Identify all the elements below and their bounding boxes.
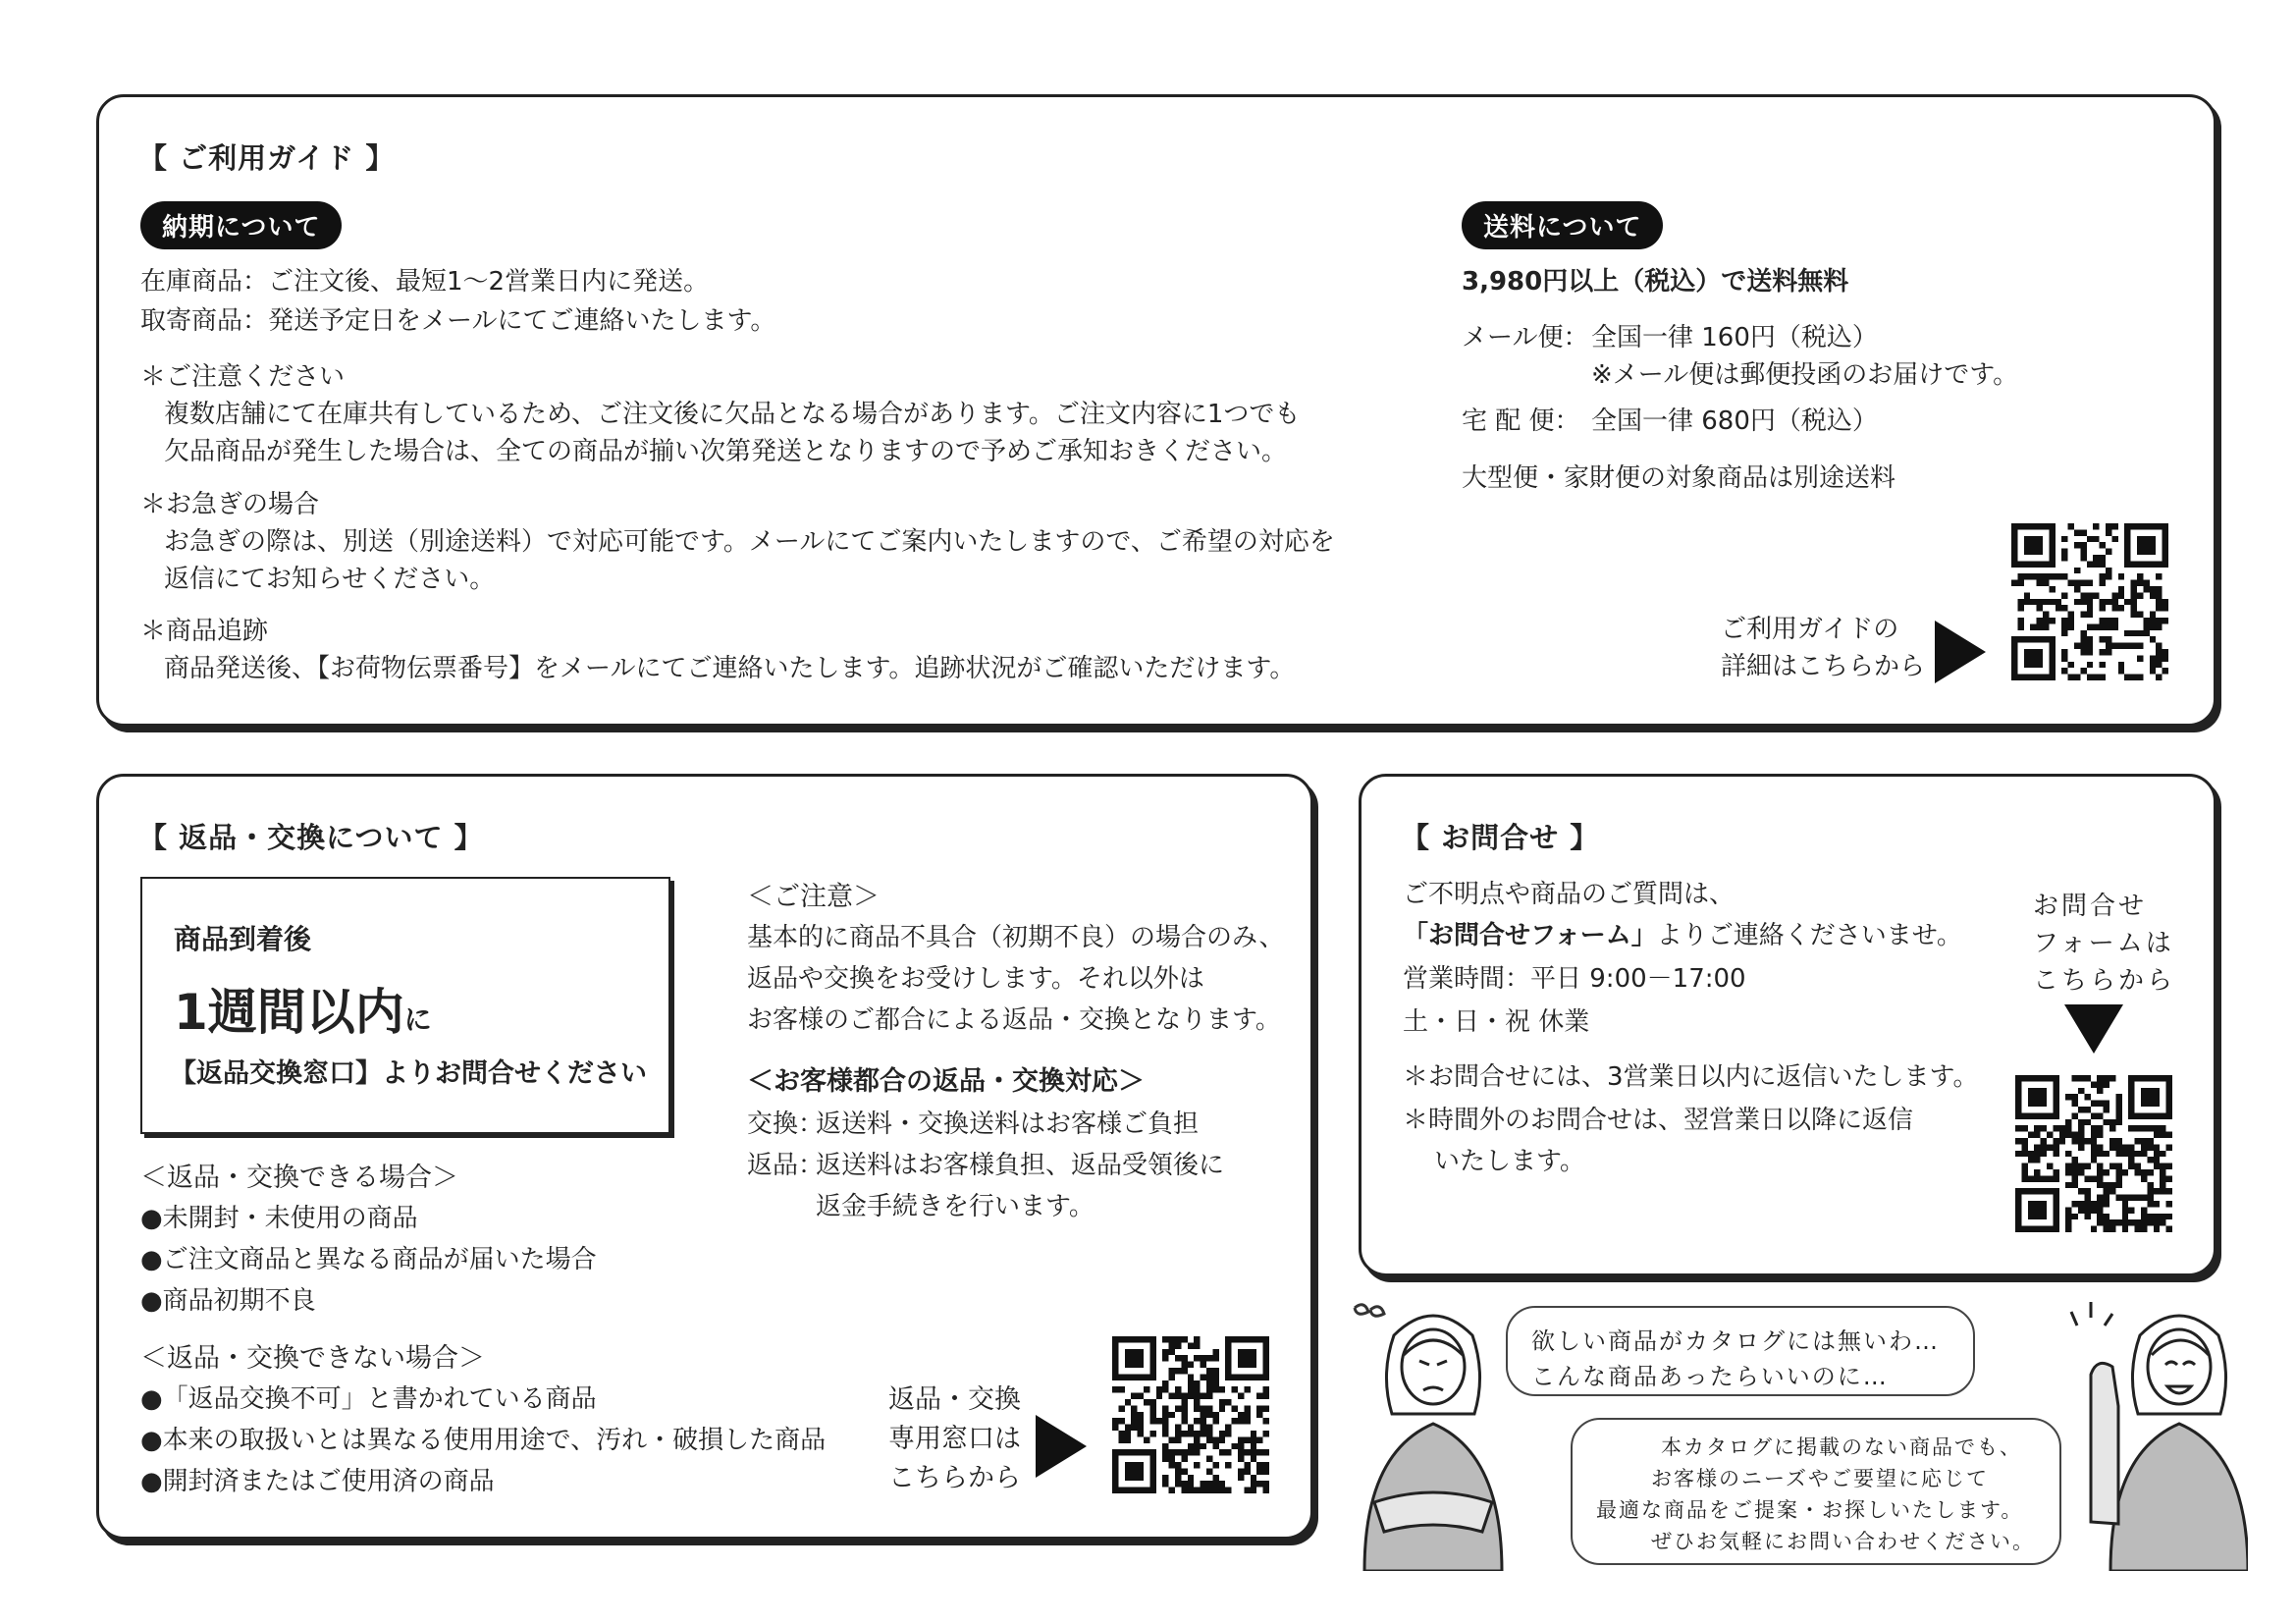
customer-title: ＜お客様都合の返品・交換対応＞ [747, 1066, 1145, 1097]
return-line-2: 返金手続きを行います。 [816, 1192, 1095, 1221]
guide-qr-caption-2: 詳細はこちらから [1721, 652, 1926, 681]
takuhai-value: 全国一律 680円（税込） [1591, 406, 1878, 436]
contact-note-2-cont: いたします。 [1434, 1147, 1585, 1176]
box-big-suffix: に [403, 1003, 432, 1036]
answer-line-3: 最適な商品をご提案・お探しいたします。 [1596, 1498, 2024, 1522]
tracking-line: 商品発送後、【お荷物伝票番号】をメールにてご連絡いたします。追跡状況がご確認いただけます。 [164, 654, 1296, 683]
tracking-title: ＊商品追跡 [140, 617, 269, 646]
shipping-label: 送料について [1462, 201, 1663, 249]
shipping-free: 3,980円以上（税込）で送料無料 [1462, 267, 1849, 297]
mail-note: ※メール便は郵便投函のお届けです。 [1591, 360, 2019, 390]
contact-line-1: ご不明点や商品のご質問は、 [1403, 880, 1735, 909]
answer-line-2: お客様のニーズやご要望に応じて [1651, 1467, 1989, 1490]
urgent-line-1: お急ぎの際は、別送（別途送料）で対応可能です。メールにてご案内いたしますので、ご希望の対応を [164, 527, 1335, 557]
urgent-title: ＊お急ぎの場合 [140, 490, 320, 519]
box-line-3: 【返品交換窓口】よりお問合せください [170, 1058, 647, 1089]
can-item-2: ●ご注文商品と異なる商品が届いた場合 [140, 1245, 597, 1274]
contact-panel [1359, 774, 2216, 1276]
guide-qr-caption-1: ご利用ガイドの [1721, 615, 1899, 644]
large-shipping: 大型便・家財便の対象商品は別途送料 [1462, 463, 1896, 493]
cannot-item-3: ●開封済またはご使用済の商品 [140, 1467, 495, 1496]
notice-line-1: 複数店舗にて在庫共有しているため、ご注文後に欠品となる場合があります。ご注文内容に1つでも [164, 400, 1301, 429]
answer-speech-bubble [1571, 1418, 2061, 1565]
urgent-line-2: 返信にてお知らせください。 [164, 565, 496, 594]
can-item-3: ●商品初期不良 [140, 1286, 316, 1316]
guide-panel [96, 94, 2216, 727]
returns-notice-title: ＜ご注意＞ [747, 882, 880, 912]
answer-line-4: ぜひお気軽にお問い合わせください。 [1651, 1530, 2035, 1553]
returns-qr-caption-2: 専用窓口は [888, 1424, 1021, 1454]
exchange-value: 返送料・交換送料はお客様ご負担 [816, 1110, 1200, 1139]
exchange-label: 交換： [747, 1110, 825, 1139]
worried-woman-illustration [1345, 1296, 1522, 1571]
contact-note-1: ＊お問合せには、3営業日以内に返信いたします。 [1403, 1062, 1979, 1092]
can-title: ＜返品・交換できる場合＞ [140, 1163, 458, 1193]
contact-qr-caption-3: こちらから [2033, 966, 2176, 996]
delivery-line-2: 取寄商品：発送予定日をメールにてご連絡いたします。 [140, 306, 776, 336]
return-label: 返品： [747, 1151, 825, 1180]
box-big-line [174, 973, 432, 1044]
returns-arrow-icon [1036, 1415, 1087, 1478]
box-line-1: 商品到着後 [174, 923, 312, 955]
guide-title: 【 ご利用ガイド 】 [138, 141, 396, 175]
mail-value: 全国一律 160円（税込） [1591, 323, 1878, 352]
delivery-label: 納期について [140, 201, 342, 249]
contact-qr-caption-2: フォームは [2033, 929, 2174, 958]
notice-title: ＊ご注意ください [140, 362, 346, 392]
returns-qr-caption-3: こちらから [888, 1463, 1021, 1493]
returns-highlight-box [140, 877, 670, 1134]
contact-line-2-rest: よりご連絡くださいませ。 [1656, 921, 1962, 950]
takuhai-label: 宅 配 便： [1462, 406, 1580, 436]
cannot-item-1: ●「返品交換不可」と書かれている商品 [140, 1384, 597, 1414]
guide-arrow-icon [1935, 621, 1986, 683]
contact-qr-caption-1: お問合せ [2033, 892, 2148, 921]
box-big-text: 1週間以内 [174, 984, 404, 1041]
contact-hours: 営業時間：平日 9:00－17:00 [1403, 964, 1746, 994]
contact-arrow-icon [2064, 1004, 2123, 1054]
answer-line-1: 本カタログに掲載のない商品でも、 [1661, 1435, 2022, 1459]
returns-qr-code[interactable] [1112, 1336, 1269, 1493]
contact-holiday: 土・日・祝 休業 [1403, 1007, 1590, 1037]
contact-qr-code[interactable] [2015, 1075, 2172, 1232]
returns-notice-line-1: 基本的に商品不具合（初期不良）の場合のみ、 [747, 923, 1285, 952]
delivery-line-1: 在庫商品：ご注文後、最短1～2営業日内に発送。 [140, 267, 710, 297]
cannot-item-2: ●本来の取扱いとは異なる使用用途で、汚れ・破損した商品 [140, 1426, 827, 1455]
cheerful-woman-illustration [2061, 1296, 2248, 1571]
contact-title: 【 お問合せ 】 [1401, 821, 1600, 854]
can-item-1: ●未開封・未使用の商品 [140, 1204, 418, 1233]
returns-panel [96, 774, 1313, 1540]
cannot-title: ＜返品・交換できない場合＞ [140, 1343, 485, 1374]
worry-speech-bubble [1506, 1306, 1975, 1396]
returns-qr-caption-1: 返品・交換 [888, 1384, 1021, 1415]
returns-notice-line-3: お客様のご都合による返品・交換となります。 [747, 1005, 1281, 1035]
worry-line-2: こんな商品あったらいいのに… [1531, 1363, 1889, 1390]
contact-note-2: ＊時間外のお問合せは、翌営業日以降に返信 [1403, 1106, 1914, 1135]
worry-line-1: 欲しい商品がカタログには無いわ… [1531, 1327, 1940, 1355]
contact-form-link[interactable]: 「お問合せフォーム」 [1403, 921, 1657, 950]
returns-notice-line-2: 返品や交換をお受けします。それ以外は [747, 964, 1204, 994]
guide-qr-code[interactable] [2011, 523, 2168, 680]
mail-label: メール便： [1462, 323, 1589, 352]
return-line-1: 返送料はお客様負担、返品受領後に [816, 1151, 1225, 1180]
contact-line-2 [1403, 916, 1962, 955]
returns-title: 【 返品・交換について 】 [138, 821, 484, 854]
notice-line-2: 欠品商品が発生した場合は、全ての商品が揃い次第発送となりますので予めご承知おきください。 [164, 437, 1288, 466]
